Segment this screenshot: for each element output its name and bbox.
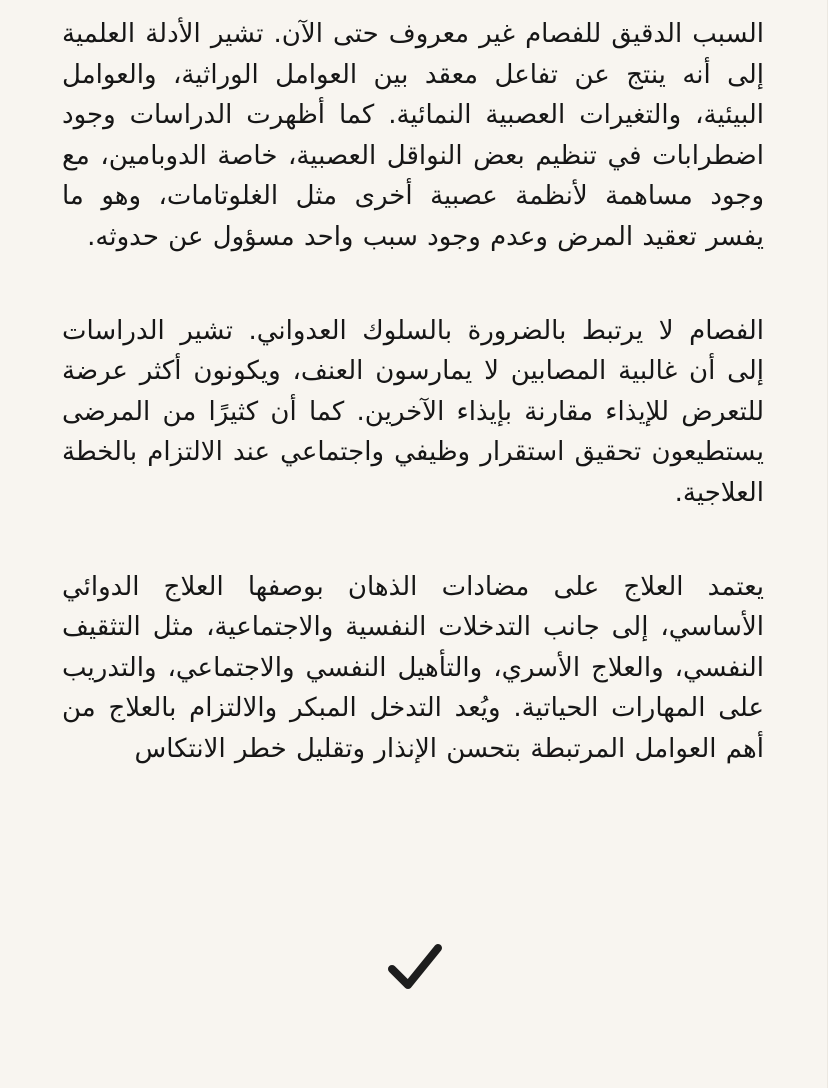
paragraph-treatment: يعتمد العلاج على مضادات الذهان بوصفها العلاج الدوائي الأساسي، إلى جانب التدخلات النفسية والاجتماعية، مثل التثقيف النفسي، والعلاج الأسري، والتأهيل النفسي والاجتماعي، والتدريب على المهارات الحياتية. ويُعد التدخل المبكر والالتزام بالعلاج من أهم العوامل المرتبطة بتحسن الإنذار وتقليل خطر الانتكاس [62,571,764,764]
paragraph-violence: الفصام لا يرتبط بالضرورة بالسلوك العدواني. تشير الدراسات إلى أن غالبية المصابين لا يمارسون العنف، ويكونون أكثر عرضة للتعرض للإيذاء مقارنة بإيذاء الآخرين. كما أن كثيرًا من المرضى يستطيعون تحقيق استقرار وظيفي واجتماعي عند الالتزام بالخطة العلاجية. [62,315,764,508]
checkmark-icon[interactable] [386,938,444,996]
document-body [62,14,764,823]
paragraph-causes: السبب الدقيق للفصام غير معروف حتى الآن. تشير الأدلة العلمية إلى أنه ينتج عن تفاعل معقد بين العوامل الوراثية، والعوامل البيئية، والتغيرات العصبية النمائية. كما أظهرت الدراسات وجود اضطرابات في تنظيم بعض النواقل العصبية، خاصة الدوبامين، مع وجود مساهمة لأنظمة عصبية أخرى مثل الغلوتامات، وهو ما يفسر تعقيد المرض وعدم وجود سبب واحد مسؤول عن حدوثه. [62,19,764,252]
